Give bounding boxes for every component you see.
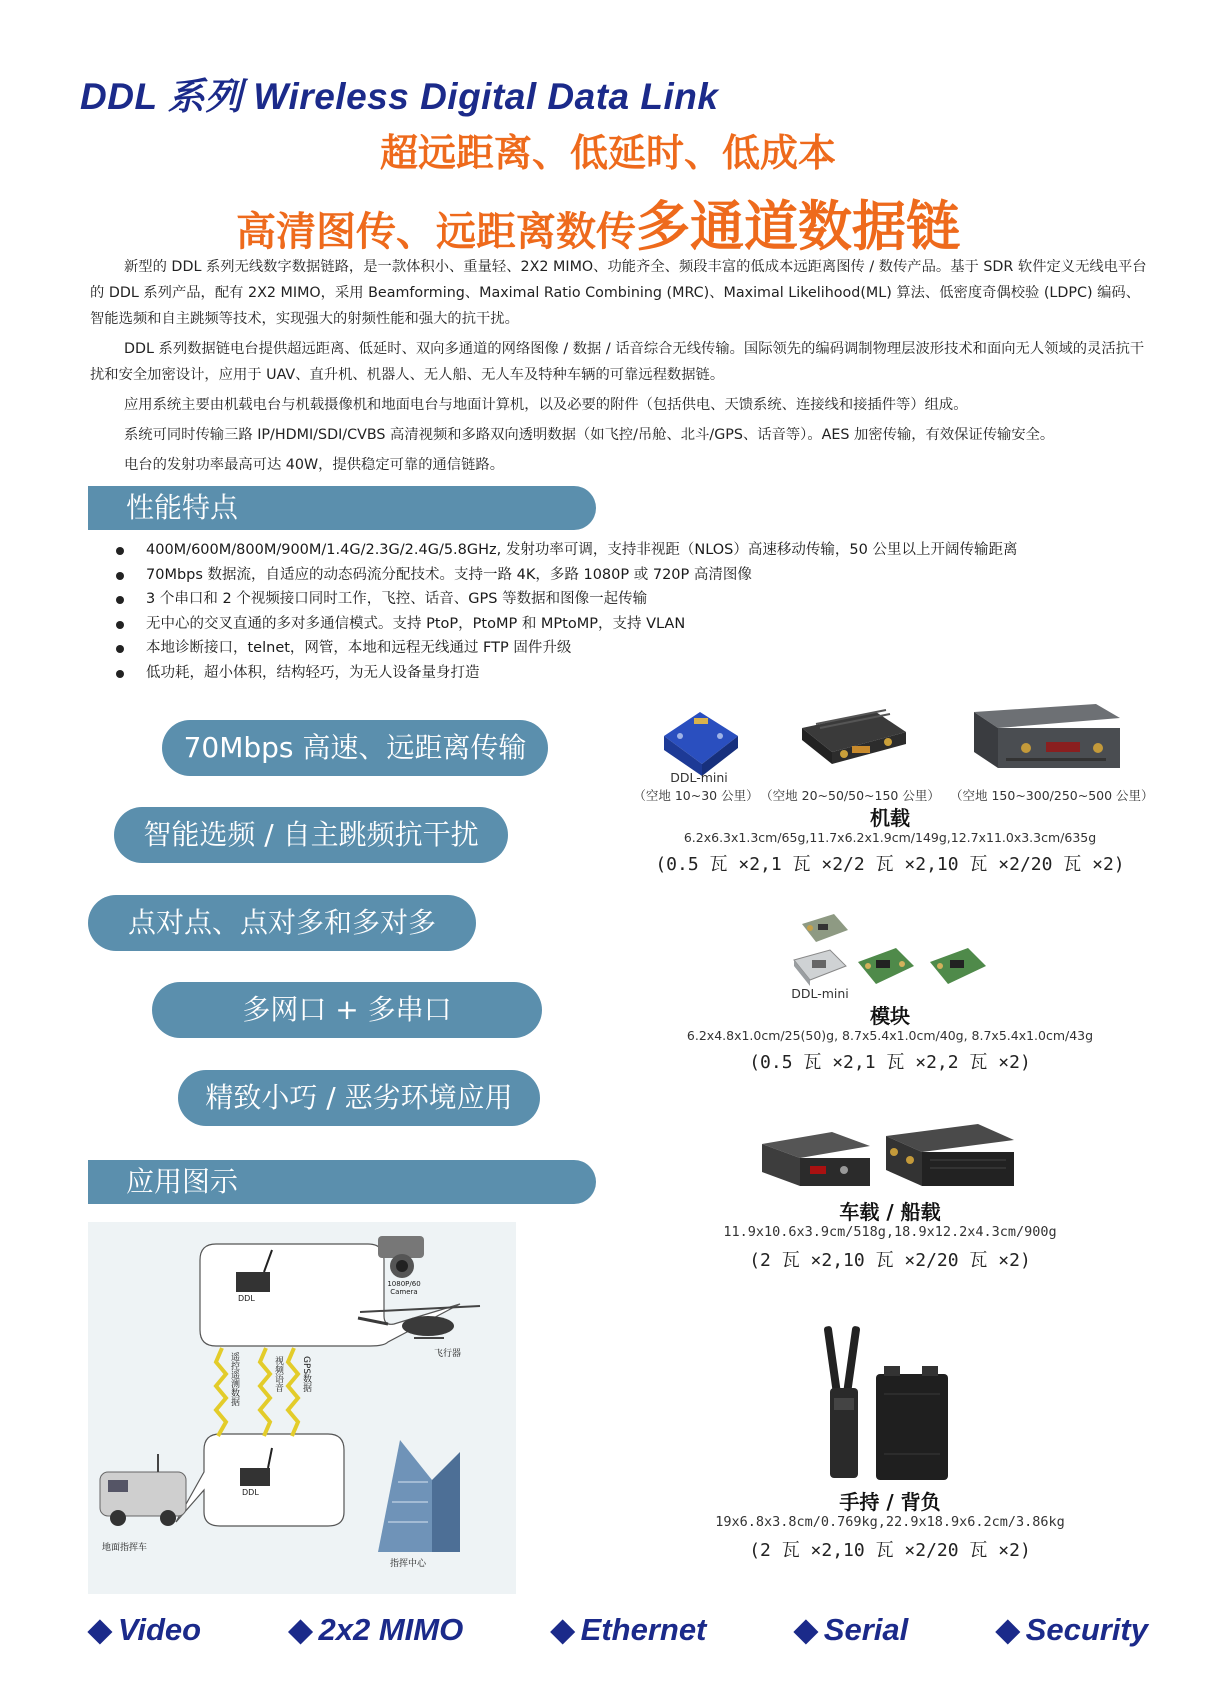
diagram-link-3-label: GPS数据	[301, 1356, 311, 1393]
handheld-title: 手持 / 背负	[839, 1490, 941, 1514]
diamond-icon: ◆	[793, 1612, 818, 1647]
vehicle-unit-small-image	[758, 1126, 874, 1192]
diagram-link-1-label: 遥控遥测数据	[229, 1352, 239, 1406]
module-board-green-2-image	[928, 946, 988, 988]
vehicle-spec: 11.9x10.6x3.9cm/518g,18.9x12.2x4.3cm/900g	[723, 1224, 1057, 1240]
headline-secondary-b: 多通道数据链	[636, 195, 960, 258]
pill-topology: 点对点、点对多和多对多	[88, 895, 476, 951]
handheld-spec: 19x6.8x3.8cm/0.769kg,22.9x18.9x6.2cm/3.86kg	[715, 1514, 1065, 1530]
feature-item	[116, 661, 1176, 686]
headline-primary: 超远距离、低延时、低成本	[379, 131, 836, 175]
feature-text: 低功耗，超小体积，结构轻巧，为无人设备量身打造	[146, 664, 480, 681]
application-diagram	[88, 1222, 516, 1594]
intro-paragraph: 应用系统主要由机载电台与机载摄像机和地面电台与地面计算机，以及必要的附件（包括供电、天馈系统、连接线和接插件等）组成。	[124, 397, 968, 413]
diagram-graphic	[88, 1222, 516, 1594]
page-title: DDL 系列 Wireless Digital Data Link	[80, 76, 719, 117]
bullet-icon	[116, 670, 124, 678]
features-list	[116, 538, 1176, 685]
footer-item-video	[88, 1612, 201, 1648]
airborne-power: (0.5 瓦 ×2,1 瓦 ×2/2 瓦 ×2,10 瓦 ×2/20 瓦 ×2)	[655, 854, 1125, 875]
diamond-icon: ◆	[995, 1612, 1020, 1647]
application-heading: 应用图示	[88, 1160, 596, 1204]
feature-item	[116, 636, 1176, 661]
module-board-small-image	[800, 912, 850, 948]
bullet-icon	[116, 547, 124, 555]
headline-secondary-a: 高清图传、远距离数传	[236, 209, 636, 255]
module-board-green-1-image	[856, 946, 916, 988]
footer-label: Ethernet	[580, 1612, 707, 1647]
footer-label: Video	[117, 1612, 202, 1647]
pill-frequency-hopping: 智能选频 / 自主跳频抗干扰	[114, 807, 508, 863]
diamond-icon: ◆	[550, 1612, 575, 1647]
ddl-airborne-medium-image	[796, 706, 910, 770]
module-mini-label: DDL-mini	[791, 986, 849, 1001]
feature-item	[116, 563, 1176, 588]
diagram-camera-label: 1080P/60 Camera	[387, 1280, 421, 1296]
footer-item-mimo	[289, 1612, 464, 1648]
feature-text: 70Mbps 数据流，自适应的动态码流分配技术。支持一路 4K，多路 1080P 或 720P 高清图像	[146, 566, 752, 583]
diagram-ddl-top-label: DDL	[238, 1294, 255, 1303]
handheld-devices-image	[818, 1324, 958, 1484]
diagram-command-center-label: 指挥中心	[390, 1559, 427, 1569]
feature-text: 本地诊断接口，telnet，网管，本地和远程无线通过 FTP 固件升级	[146, 640, 572, 656]
footer-item-security	[996, 1612, 1148, 1648]
airborne-range-1: （空地 10~30 公里）	[633, 788, 759, 803]
pill-ports: 多网口 + 多串口	[152, 982, 542, 1038]
feature-item	[116, 538, 1176, 563]
feature-text: 3 个串口和 2 个视频接口同时工作，飞控、话音、GPS 等数据和图像一起传输	[146, 591, 648, 607]
airborne-range-2: （空地 20~50/50~150 公里）	[760, 788, 940, 803]
pill-high-speed: 70Mbps 高速、远距离传输	[162, 720, 548, 776]
intro-text	[90, 254, 1150, 482]
footer-item-ethernet	[551, 1612, 707, 1648]
diagram-aircraft-label: 飞行器	[434, 1349, 462, 1359]
handheld-power: (2 瓦 ×2,10 瓦 ×2/20 瓦 ×2)	[749, 1540, 1031, 1561]
vehicle-title: 车载 / 船载	[839, 1200, 941, 1224]
bullet-icon	[116, 572, 124, 580]
ddl-airborne-large-image	[966, 698, 1126, 778]
airborne-range-3: （空地 150~300/250~500 公里）	[950, 788, 1154, 803]
features-heading: 性能特点	[88, 486, 596, 530]
diagram-link-2-label: 视频语音	[273, 1356, 283, 1392]
intro-paragraph: 系统可同时传输三路 IP/HDMI/SDI/CVBS 高清视频和多路双向透明数据（如飞控/吊舱、北斗/GPS、话音等）。AES 加密传输，有效保证传输安全。	[124, 427, 1055, 443]
feature-item	[116, 612, 1176, 637]
airborne-spec: 6.2x6.3x1.3cm/65g,11.7x6.2x1.9cm/149g,12.7x11.0x3.3cm/635g	[683, 830, 1097, 845]
feature-text: 无中心的交叉直通的多对多通信模式。支持 PtoP，PtoMP 和 MPtoMP，支持 VLAN	[146, 615, 686, 632]
footer-features	[88, 1612, 1148, 1648]
module-power: (0.5 瓦 ×2,1 瓦 ×2,2 瓦 ×2)	[749, 1052, 1031, 1073]
pill-rugged: 精致小巧 / 恶劣环境应用	[178, 1070, 540, 1126]
feature-text: 400M/600M/800M/900M/1.4G/2.3G/2.4G/5.8GHz, 发射功率可调，支持非视距（NLOS）高速移动传输，50 公里以上开阔传输距离	[146, 542, 1018, 558]
diagram-ground-vehicle-label: 地面指挥车	[102, 1543, 148, 1553]
vehicle-unit-large-image	[882, 1120, 1018, 1192]
footer-item-serial	[794, 1612, 908, 1648]
bullet-icon	[116, 621, 124, 629]
intro-paragraph: 新型的 DDL 系列无线数字数据链路，是一款体积小、重量轻、2X2 MIMO、功能齐全、频段丰富的低成本远距离图传 / 数传产品。基于 SDR 软件定义无线电平台的 DDL 系列产品，配有 2X2 MIMO，采用 Beamforming、Maximal Ratio Combining (MRC)、Maximal Likelihood(ML) 算法、低密度奇偶校验 (LDPC) 编码、智能选频和自主跳频等技术，实现强大的射频性能和强大的抗干扰。	[90, 259, 1147, 327]
feature-item	[116, 587, 1176, 612]
airborne-title: 机载	[870, 806, 910, 830]
airborne-mini-label: DDL-mini	[670, 770, 728, 785]
footer-label: Security	[1025, 1612, 1148, 1647]
footer-label: 2x2 MIMO	[318, 1612, 464, 1647]
diamond-icon: ◆	[288, 1612, 313, 1647]
intro-paragraph: DDL 系列数据链电台提供超远距离、低延时、双向多通道的网络图像 / 数据 / 话音综合无线传输。国际领先的编码调制物理层波形技术和面向无人领域的灵活抗干扰和安全加密设计，应用于 UAV、直升机、机器人、无人船、无人车及特种车辆的可靠远程数据链。	[90, 341, 1145, 383]
diagram-ddl-bottom-label: DDL	[242, 1488, 259, 1497]
footer-label: Serial	[823, 1612, 909, 1647]
module-spec: 6.2x4.8x1.0cm/25(50)g, 8.7x5.4x1.0cm/40g, 8.7x5.4x1.0cm/43g	[686, 1028, 1094, 1043]
module-ddl-mini-image	[792, 948, 848, 988]
bullet-icon	[116, 596, 124, 604]
module-title: 模块	[870, 1004, 910, 1028]
diamond-icon: ◆	[88, 1612, 112, 1647]
intro-paragraph: 电台的发射功率最高可达 40W，提供稳定可靠的通信链路。	[124, 457, 504, 473]
vehicle-power: (2 瓦 ×2,10 瓦 ×2/20 瓦 ×2)	[749, 1250, 1031, 1271]
headline-secondary	[236, 184, 960, 261]
bullet-icon	[116, 645, 124, 653]
ddl-mini-airborne-image	[650, 706, 742, 778]
